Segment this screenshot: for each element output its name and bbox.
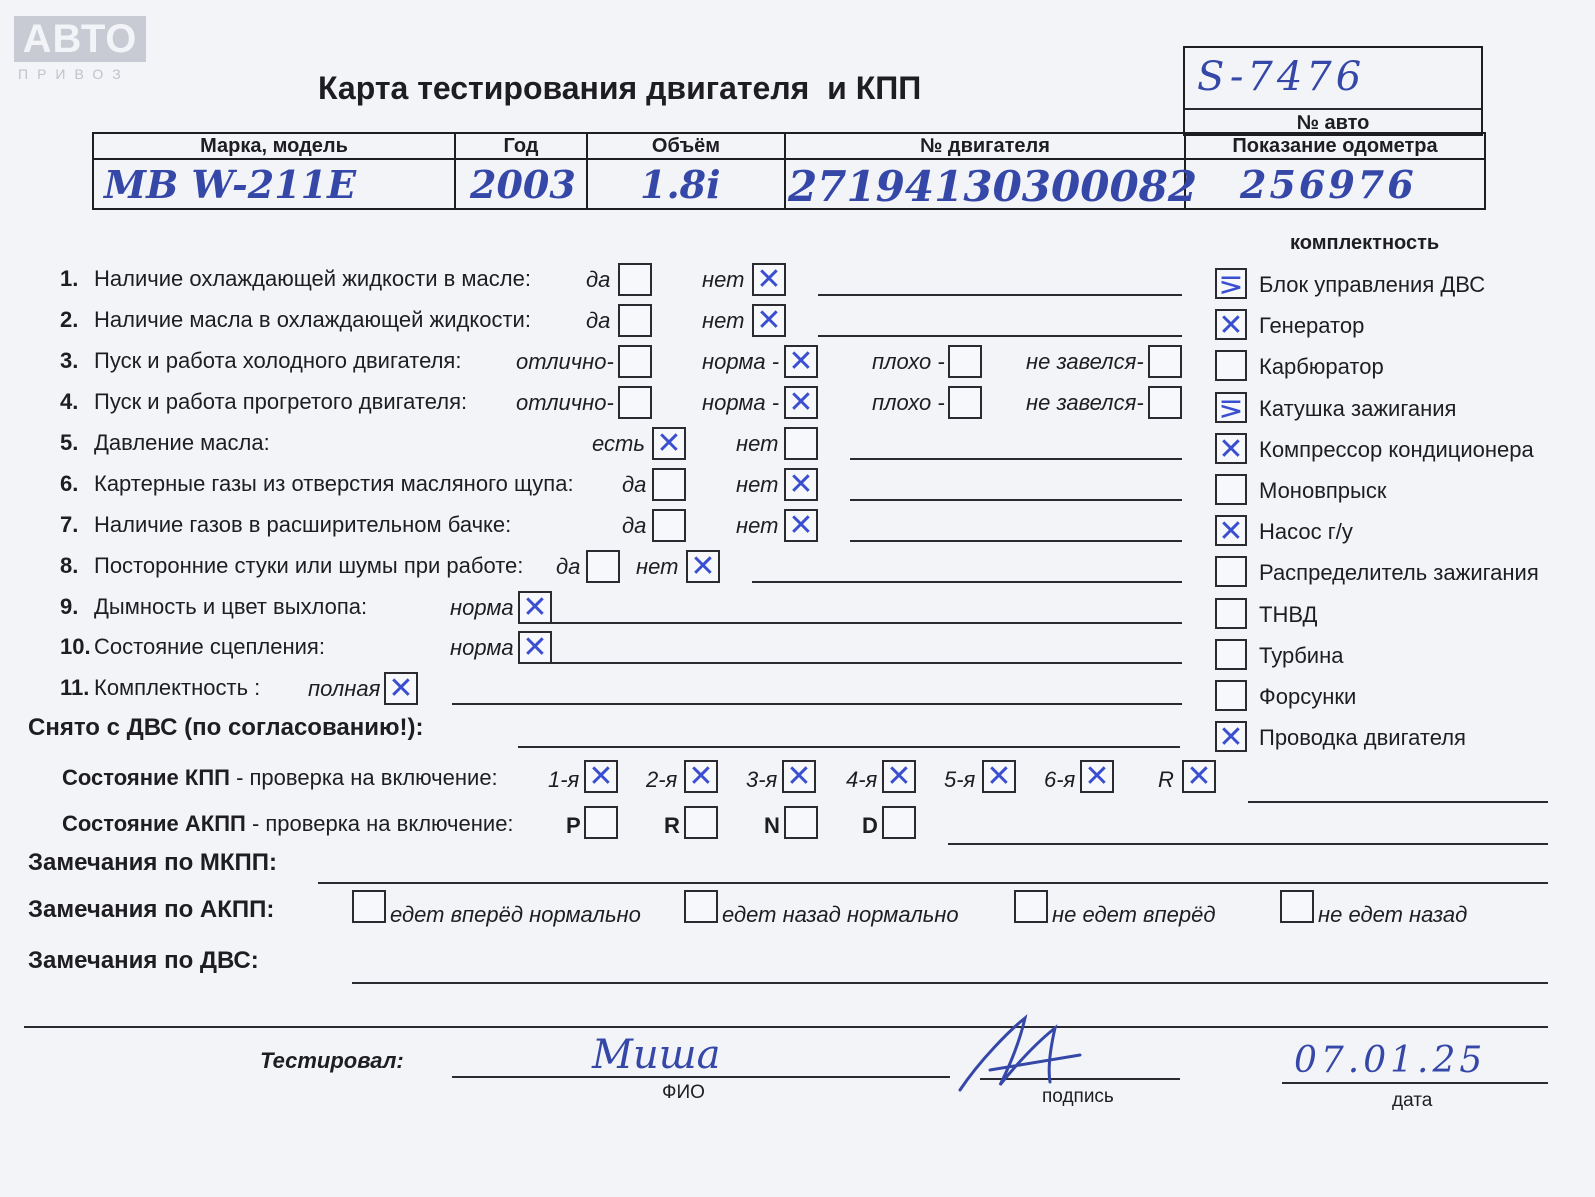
check-num-1: 1. [60,266,79,291]
check-3-opt-label-3: не завелся- [1026,349,1144,374]
completeness-check-9-mark [1217,641,1245,668]
kpp-label: Состояние КПП - проверка на включение: [62,765,498,790]
check-label-11: Комплектность : [94,675,261,700]
check-label-9: Дымность и цвет выхлопа: [94,594,368,619]
completeness-check-8-mark [1217,600,1245,627]
check-6-opt-box-0-mark [654,470,684,499]
check-label-6: Картерные газы из отверстия масляного щупа: [94,471,574,496]
completeness-check-1[interactable] [1215,308,1247,344]
check-label-3: Пуск и работа холодного двигателя: [94,348,462,373]
check-1-opt-box-0-mark [620,265,650,294]
check-4-opt-label-1: норма - [702,390,780,415]
check-label-10: Состояние сцепления: [94,634,325,659]
check-2-opt-label-1: нет [702,308,745,333]
akpp-remark-box-3-mark [1282,892,1312,921]
header-label-engine-no: № двигателя [785,133,1185,159]
check-3-opt-label-1: норма - [702,349,780,374]
check-1-opt-box-1-mark: ✕ [756,262,782,297]
akpp-gear-box-3[interactable] [882,806,916,839]
check-9-opt-box-0[interactable] [518,591,552,624]
model-value: MB W-211E [104,162,357,207]
check-2-opt-box-1[interactable] [752,304,786,337]
check-11-opt-box-0[interactable] [384,672,418,705]
kpp-gear-label-0: 1-я [548,767,580,792]
engine-no-value: 27194130300082 [788,162,1198,211]
check-8-opt-box-0-mark [588,552,618,581]
completeness-label-11: Проводка двигателя [1259,725,1466,751]
check-num-11: 11. [60,675,90,700]
completeness-label-7: Распределитель зажигания [1259,560,1539,586]
completeness-label-10: Форсунки [1259,684,1357,709]
header-label-odometer: Показание одометра [1185,133,1485,159]
check-4-opt-box-3-mark [1150,388,1180,417]
check-4-opt-label-3: не завелся- [1026,390,1144,415]
check-2-opt-box-0-mark [620,306,650,335]
check-label-7: Наличие газов в расширительном бачке: [94,512,512,537]
check-6-opt-box-1-mark: ✕ [788,467,814,502]
check-7-opt-box-0-mark [654,511,684,540]
akpp-gear-box-2[interactable] [784,806,818,839]
check-num-3: 3. [60,348,79,373]
check-2-opt-box-0[interactable] [618,304,652,337]
check-4-opt-label-2: плохо - [872,390,945,415]
akpp-remark-box-0-mark [354,892,384,921]
check-label-5: Давление масла: [94,430,270,455]
odometer-value: 256976 [1240,162,1417,207]
check-3-opt-box-0-mark [620,347,650,376]
completeness-check-11-mark: ✕ [1218,720,1244,756]
check-4-opt-box-2[interactable] [948,386,982,419]
completeness-check-5[interactable] [1215,474,1247,505]
akpp-gear-box-1-mark [686,808,716,837]
check-num-5: 5. [60,430,79,455]
completeness-check-7-mark [1217,558,1245,585]
kpp-gear-box-1[interactable] [684,760,718,793]
check-4-opt-box-3[interactable] [1148,386,1182,419]
car-id-value: S-7476 [1197,54,1366,100]
completeness-check-9[interactable] [1215,639,1247,670]
check-6-opt-label-0: да [622,472,647,497]
check-5-opt-box-0[interactable] [652,427,686,460]
akpp-gear-label-2: N [764,813,780,838]
completeness-check-3-mark: ⋝ [1218,390,1244,426]
check-label-2: Наличие масла в охлаждающей жидкости: [94,307,531,332]
check-10-opt-box-0-mark: ✕ [522,630,548,665]
check-num-9: 9. [60,594,79,619]
check-5-opt-label-0: есть [592,431,645,456]
check-7-opt-label-0: да [622,513,647,538]
kpp-gear-label-1: 2-я [646,767,678,792]
akpp-gear-label-1: R [664,813,680,838]
check-3-opt-box-0[interactable] [618,345,652,378]
completeness-label-3: Катушка зажигания [1259,395,1457,421]
check-3-opt-box-1-mark: ✕ [788,344,814,379]
akpp-gear-box-0[interactable] [584,806,618,839]
completeness-label-9: Турбина [1259,642,1344,668]
kpp-gear-box-6[interactable] [1182,760,1216,793]
check-7-opt-label-1: нет [736,513,779,538]
check-6-opt-label-1: нет [736,472,779,497]
akpp-remark-label-1: едет назад нормально [722,902,959,927]
header-table [92,132,1486,210]
akpp-remark-box-3[interactable] [1280,890,1314,923]
akpp-gear-label-0: P [566,813,581,838]
akpp-remark-box-2[interactable] [1014,890,1048,923]
kpp-gear-label-4: 5-я [944,767,976,792]
completeness-label-2: Карбюратор [1259,354,1384,380]
car-id-box [1183,46,1483,136]
akpp-remark-label-0: едет вперёд нормально [390,902,641,927]
akpp-gear-box-2-mark [786,808,816,837]
kpp-gear-label-6: R [1158,767,1174,792]
kpp-gear-box-6-mark: ✕ [1186,759,1212,794]
remarks-akpp-label: Замечания по АКПП: [28,896,275,923]
kpp-gear-label-5: 6-я [1044,767,1076,792]
tested-label: Тестировал: [260,1048,404,1073]
check-3-opt-box-2-mark [950,347,980,376]
check-3-opt-box-3-mark [1150,347,1180,376]
akpp-gear-box-1[interactable] [684,806,718,839]
completeness-check-6[interactable] [1215,514,1247,550]
check-3-opt-label-0: отлично- [516,349,614,374]
completeness-check-2[interactable] [1215,350,1247,381]
removed-label: Снято с ДВС (по согласованию!): [28,714,424,741]
check-3-opt-box-3[interactable] [1148,345,1182,378]
completeness-label-1: Генератор [1259,313,1365,339]
completeness-label-8: ТНВД [1259,601,1318,627]
akpp-gear-box-0-mark [586,808,616,837]
kpp-gear-box-5-mark: ✕ [1084,759,1110,794]
check-10-opt-box-0[interactable] [518,631,552,664]
check-8-opt-box-1-mark: ✕ [690,549,716,584]
kpp-gear-label-3: 4-я [846,767,878,792]
check-8-opt-box-0[interactable] [586,550,620,583]
check-4-opt-box-1[interactable] [784,386,818,419]
logo-main: АВТО [14,16,146,62]
kpp-gear-box-0[interactable] [584,760,618,793]
check-1-opt-label-0: да [586,267,611,292]
logo-sub: ПРИВОЗ [18,66,130,82]
check-7-opt-box-0[interactable] [652,509,686,542]
check-1-opt-box-1[interactable] [752,263,786,296]
check-2-opt-label-0: да [586,308,611,333]
completeness-check-0-mark: ⋝ [1218,267,1244,302]
check-10-opt-label-0: норма [450,635,514,660]
completeness-title: комплектность [1290,232,1440,254]
completeness-check-7[interactable] [1215,556,1247,587]
completeness-check-11[interactable] [1215,720,1247,756]
car-id-label: № авто [1296,112,1370,134]
check-num-6: 6. [60,471,79,496]
kpp-gear-label-2: 3-я [746,767,778,792]
kpp-gear-box-4-mark: ✕ [986,759,1012,794]
signature-caption: подпись [1042,1086,1114,1107]
check-5-opt-box-0-mark: ✕ [656,426,682,461]
kpp-gear-box-4[interactable] [982,760,1016,793]
kpp-gear-box-2-mark: ✕ [786,759,812,794]
check-1-opt-label-1: нет [702,267,745,292]
check-7-opt-box-1[interactable] [784,509,818,542]
akpp-remark-label-3: не едет назад [1318,902,1468,927]
kpp-gear-box-5[interactable] [1080,760,1114,793]
kpp-gear-box-3-mark: ✕ [886,759,912,794]
check-label-4: Пуск и работа прогретого двигателя: [94,389,468,414]
completeness-check-10-mark [1217,682,1245,709]
check-1-opt-box-0[interactable] [618,263,652,296]
completeness-check-0[interactable] [1215,267,1247,302]
remarks-mkpp-label: Замечания по МКПП: [28,849,278,876]
remarks-dvs-label: Замечания по ДВС: [28,947,259,974]
check-4-opt-box-0-mark [620,388,650,417]
completeness-label-0: Блок управления ДВС [1259,272,1486,297]
logo [14,16,150,86]
check-3-opt-box-1[interactable] [784,345,818,378]
page-title: Карта тестирования двигателя и КПП [318,70,922,106]
kpp-gear-box-3[interactable] [882,760,916,793]
volume-value: 1.8i [640,162,721,207]
check-num-2: 2. [60,307,79,332]
completeness-check-4[interactable] [1215,431,1247,467]
completeness-label-5: Моновпрыск [1259,478,1387,503]
check-9-opt-label-0: норма [450,595,514,620]
header-label-model: Марка, модель [93,133,455,159]
check-5-opt-box-1-mark [786,429,816,458]
check-8-opt-label-1: нет [636,554,679,579]
check-3-opt-box-2[interactable] [948,345,982,378]
tester-name: Миша [592,1032,721,1078]
check-11-opt-label-0: полная [308,676,381,701]
completeness-check-4-mark: ✕ [1218,431,1244,467]
akpp-remark-box-2-mark [1016,892,1046,921]
completeness-check-1-mark: ✕ [1218,308,1244,344]
akpp-gear-box-3-mark [884,808,914,837]
completeness-check-3[interactable] [1215,390,1247,426]
check-4-opt-box-1-mark: ✕ [788,385,814,420]
check-5-opt-box-1[interactable] [784,427,818,460]
header-label-year: Год [455,133,587,159]
akpp-remark-box-1[interactable] [684,890,718,923]
kpp-gear-box-2[interactable] [782,760,816,793]
check-2-opt-box-1-mark: ✕ [756,303,782,338]
check-3-opt-label-2: плохо - [872,349,945,374]
check-11-opt-box-0-mark: ✕ [388,671,414,706]
completeness-check-5-mark [1217,476,1245,503]
check-num-7: 7. [60,512,79,537]
completeness-check-6-mark: ✕ [1218,514,1244,550]
completeness-label-6: Насос г/у [1259,519,1353,545]
akpp-remark-box-1-mark [686,892,716,921]
check-num-10: 10. [60,634,91,659]
test-date: 07.01.25 [1294,1040,1487,1081]
check-4-opt-box-0[interactable] [618,386,652,419]
check-8-opt-label-0: да [556,554,581,579]
fio-caption: ФИО [662,1082,705,1103]
date-caption: дата [1392,1090,1433,1111]
akpp-remark-box-0[interactable] [352,890,386,923]
check-7-opt-box-1-mark: ✕ [788,508,814,543]
year-value: 2003 [470,162,576,207]
check-4-opt-label-0: отлично- [516,390,614,415]
check-label-1: Наличие охлаждающей жидкости в масле: [94,266,531,291]
check-5-opt-label-1: нет [736,431,779,456]
akpp-label: Состояние АКПП - проверка на включение: [62,811,514,836]
akpp-remark-label-2: не едет вперёд [1052,902,1216,927]
check-9-opt-box-0-mark: ✕ [522,590,548,625]
check-4-opt-box-2-mark [950,388,980,417]
check-num-8: 8. [60,553,79,578]
completeness-label-4: Компрессор кондиционера [1259,436,1534,462]
check-6-opt-box-0[interactable] [652,468,686,501]
completeness-check-8[interactable] [1215,598,1247,629]
completeness-check-2-mark [1217,352,1245,379]
completeness-check-10[interactable] [1215,680,1247,711]
kpp-gear-box-1-mark: ✕ [688,759,714,794]
check-8-opt-box-1[interactable] [686,550,720,583]
check-label-8: Посторонние стуки или шумы при работе: [94,553,524,578]
kpp-gear-box-0-mark: ✕ [588,759,614,794]
akpp-gear-label-3: D [862,813,878,838]
check-num-4: 4. [60,389,79,414]
remarks-mkpp-line[interactable] [318,882,1548,884]
remarks-dvs-line[interactable] [352,982,1548,984]
header-label-volume: Объём [587,133,785,159]
check-6-opt-box-1[interactable] [784,468,818,501]
